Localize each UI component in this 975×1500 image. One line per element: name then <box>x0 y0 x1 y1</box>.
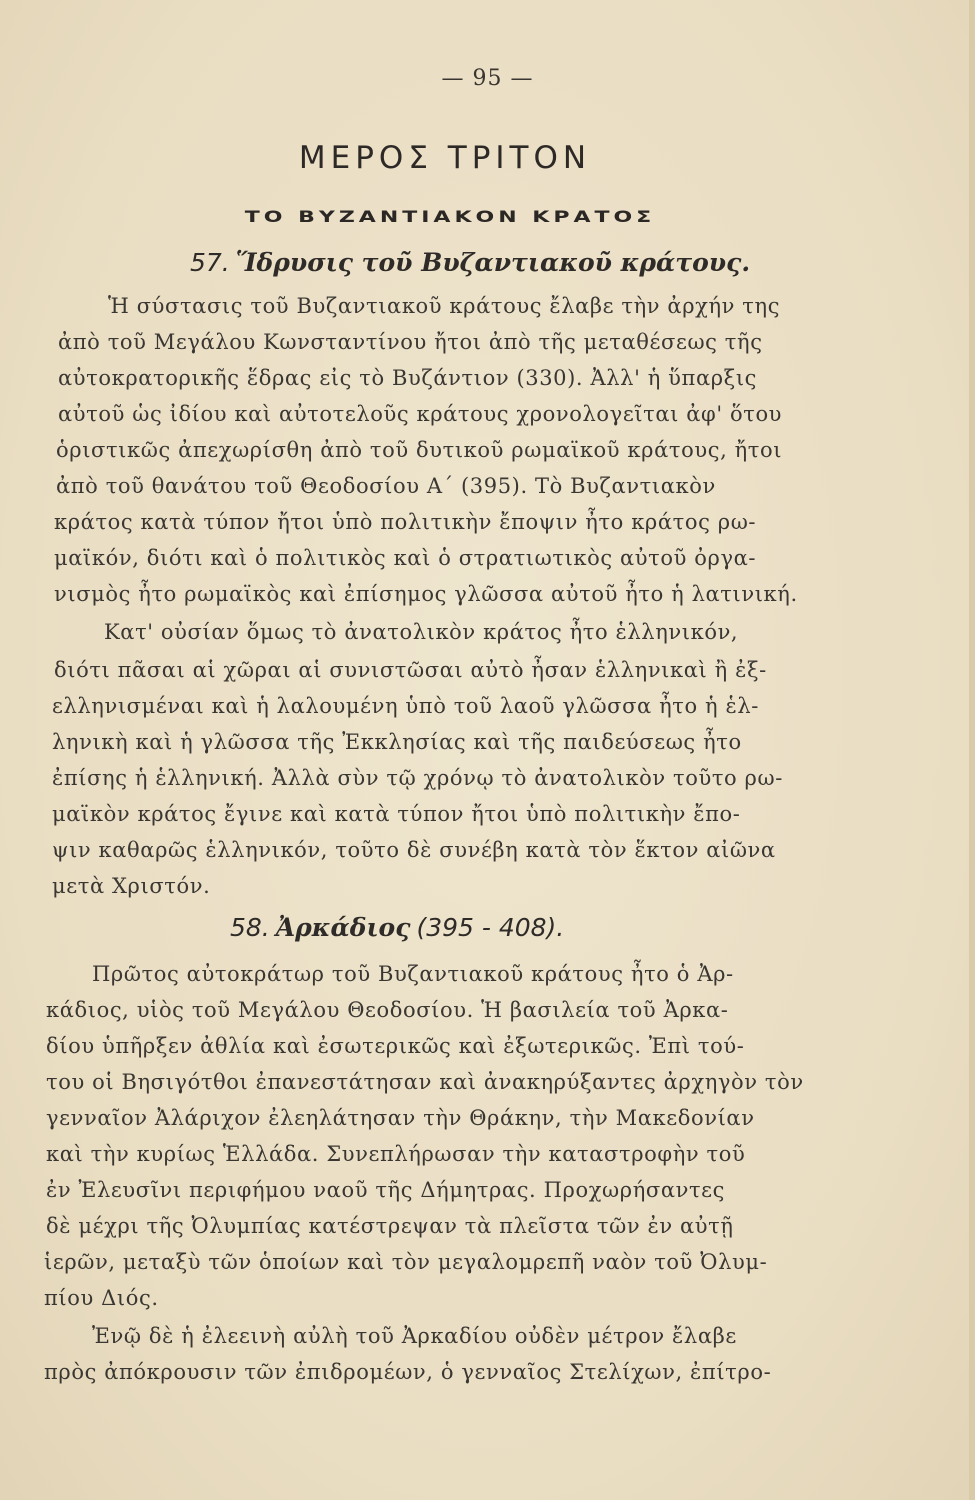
text-line: του οἱ Βησιγότθοι ἐπανεστάτησαν καὶ ἀνακηρύξαντες ἀρχηγὸν τὸν <box>46 1070 804 1094</box>
section-58-heading <box>230 913 564 942</box>
text-line: ψιν καθαρῶς ἑλληνικόν, τοῦτο δὲ συνέβη κατὰ τὸν ἕκτον αἰῶνα <box>52 838 776 862</box>
text-line: αὐτοκρατορικῆς ἕδρας εἰς τὸ Βυζάντιον (330). Ἀλλ' ἡ ὕπαρξις <box>58 366 758 390</box>
section-heading-text: Ἵδρυσις τοῦ Βυζαντιακοῦ κράτους. <box>235 248 751 277</box>
text-line: ελληνισμέναι καὶ ἡ λαλουμένη ὑπὸ τοῦ λαοῦ γλῶσσα ἦτο ἡ ἑλ- <box>52 694 759 718</box>
text-line: δὲ μέχρι τῆς Ὀλυμπίας κατέστρεψαν τὰ πλεῖστα τῶν ἐν αὐτῇ <box>46 1214 734 1238</box>
text-line: Κατ' οὐσίαν ὅμως τὸ ἀνατολικὸν κράτος ἦτο ἑλληνικόν, <box>104 620 739 644</box>
text-line: ἱερῶν, μεταξὺ τῶν ὁποίων καὶ τὸν μεγαλομρεπῆ ναὸν τοῦ Ὀλυμ- <box>44 1250 768 1274</box>
section-number: 57. <box>190 248 230 277</box>
text-line: δίου ὑπῆρξεν ἀθλία καὶ ἐσωτερικῶς καὶ ἐξωτερικῶς. Ἐπὶ τού- <box>46 1034 745 1058</box>
section-dates: (395 - 408). <box>416 913 565 942</box>
page-edge <box>969 0 975 1500</box>
text-line: ληνικὴ καὶ ἡ γλῶσσα τῆς Ἐκκλησίας καὶ τῆς παιδεύσεως ἦτο <box>52 730 742 754</box>
section-heading-text: Ἀρκάδιος <box>275 913 411 942</box>
text-line: πίου Διός. <box>44 1286 159 1310</box>
chapter-title: ΤΟ ΒΥΖΑΝΤΙΑΚΟΝ ΚΡΑΤΟΣ <box>244 208 656 227</box>
text-line: Πρῶτος αὐτοκράτωρ τοῦ Βυζαντιακοῦ κράτους ἦτο ὁ Ἀρ- <box>92 962 734 986</box>
text-line: μετὰ Χριστόν. <box>52 874 211 898</box>
page-number: — 95 — <box>441 66 534 91</box>
text-line: κράτος κατὰ τύπον ἤτοι ὑπὸ πολιτικὴν ἔποψιν ἦτο κράτος ρω- <box>54 510 757 534</box>
text-line: διότι πᾶσαι αἱ χῶραι αἱ συνιστῶσαι αὐτὸ ἦσαν ἑλληνικαὶ ἢ ἐξ- <box>54 658 767 682</box>
text-line: ὁριστικῶς ἀπεχωρίσθη ἀπὸ τοῦ δυτικοῦ ρωμαϊκοῦ κράτους, ἤτοι <box>56 438 783 462</box>
section-57-heading <box>190 248 750 277</box>
text-line: αὐτοῦ ὡς ἰδίου καὶ αὐτοτελοῦς κράτους χρονολογεῖται ἀφ' ὅτου <box>58 402 783 426</box>
text-line: ἀπὸ τοῦ Μεγάλου Κωνσταντίνου ἤτοι ἀπὸ τῆς μεταθέσεως τῆς <box>58 330 763 354</box>
text-line: ἀπὸ τοῦ θανάτου τοῦ Θεοδοσίου Α΄ (395). Τὸ Βυζαντιακὸν <box>56 474 716 498</box>
text-line: νισμὸς ἦτο ρωμαϊκὸς καὶ ἐπίσημος γλῶσσα αὐτοῦ ἦτο ἡ λατινική. <box>54 582 798 606</box>
part-title: ΜΕΡΟΣ ΤΡΙΤΟΝ <box>298 140 592 176</box>
text-line: μαϊκόν, διότι καὶ ὁ πολιτικὸς καὶ ὁ στρατιωτικὸς αὐτοῦ ὀργα- <box>54 546 757 570</box>
text-line: γενναῖον Ἀλάριχον ἐλεηλάτησαν τὴν Θράκην, τὴν Μακεδονίαν <box>46 1106 755 1130</box>
section-number: 58. <box>230 913 270 942</box>
text-line: ἐπίσης ἡ ἑλληνική. Ἀλλὰ σὺν τῷ χρόνῳ τὸ ἀνατολικὸν τοῦτο ρω- <box>52 766 783 790</box>
text-line: πρὸς ἀπόκρουσιν τῶν ἐπιδρομέων, ὁ γενναῖος Στελίχων, ἐπίτρο- <box>44 1360 772 1384</box>
text-line: κάδιος, υἱὸς τοῦ Μεγάλου Θεοδοσίου. Ἡ βασιλεία τοῦ Ἀρκα- <box>46 998 729 1022</box>
text-line: Ἐνῷ δὲ ἡ ἐλεεινὴ αὐλὴ τοῦ Ἀρκαδίου οὐδὲν μέτρον ἔλαβε <box>92 1324 737 1348</box>
text-line: ἐν Ἐλευσῖνι περιφήμου ναοῦ τῆς Δήμητρας. Προχωρήσαντες <box>46 1178 726 1202</box>
text-line: καὶ τὴν κυρίως Ἑλλάδα. Συνεπλήρωσαν τὴν καταστροφὴν τοῦ <box>46 1142 746 1166</box>
text-line: μαϊκὸν κράτος ἔγινε καὶ κατὰ τύπον ἤτοι ὑπὸ πολιτικὴν ἔπο- <box>52 802 741 826</box>
text-line: Ἡ σύστασις τοῦ Βυζαντιακοῦ κράτους ἔλαβε τὴν ἀρχήν της <box>108 294 781 318</box>
